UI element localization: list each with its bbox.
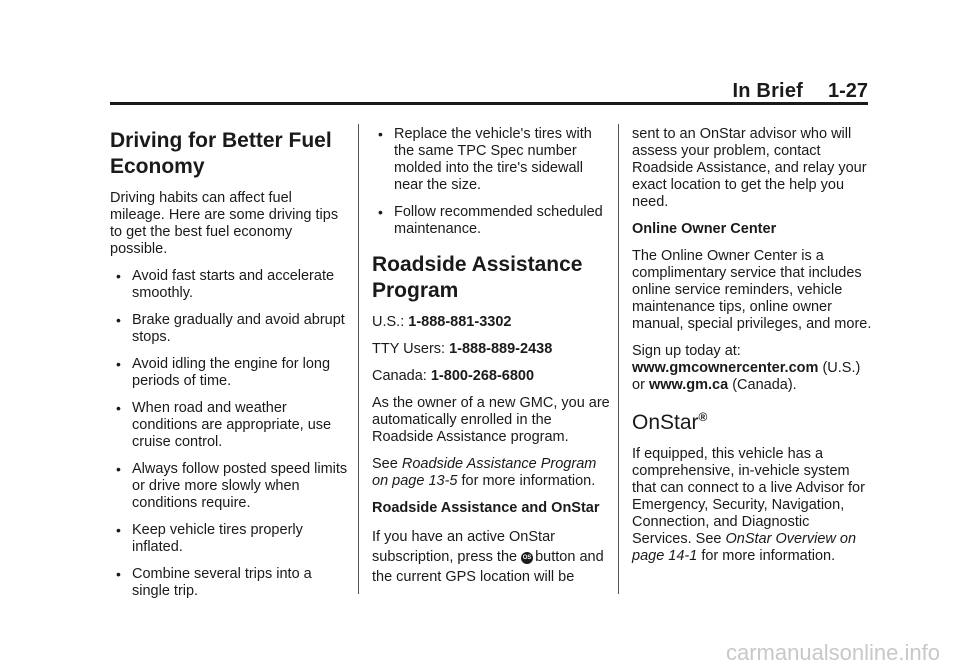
list-item: • Avoid idling the engine for long periods of time. bbox=[116, 356, 331, 389]
bullet-icon: • bbox=[116, 566, 121, 582]
roadside-reference-link[interactable]: Roadside Assistance Program on page 13-5 bbox=[372, 456, 597, 489]
list-item: • Combine several trips into a single trip. bbox=[116, 566, 312, 599]
list-item: • Always follow posted speed limits or drive more slowly when conditions require. bbox=[116, 461, 348, 511]
us-phone-line: U.S.: 1-888-881-3302 bbox=[372, 314, 512, 330]
gm-ca-link[interactable]: www.gm.ca bbox=[648, 377, 729, 393]
tty-phone-line: TTY Users: 1-888-889-2438 bbox=[372, 341, 553, 357]
signup-paragraph: Sign up today at: www.gmcownercenter.com (U.S.) or www.gm.ca (Canada). bbox=[632, 343, 861, 393]
column-2 bbox=[372, 126, 610, 597]
tips-continued-list bbox=[372, 126, 610, 238]
onstar-heading: OnStar® bbox=[632, 410, 708, 434]
onstar-advisor-paragraph: sent to an OnStar advisor who will assess your problem, contact Roadside Assistance, and relay your exact location to get the help you need. bbox=[632, 126, 867, 210]
bullet-icon: • bbox=[116, 356, 121, 372]
column-divider-2 bbox=[618, 124, 619, 594]
owner-center-subheading: Online Owner Center bbox=[632, 221, 777, 237]
bullet-icon: • bbox=[116, 522, 121, 538]
canada-phone-number: 1-800-268-6800 bbox=[430, 368, 535, 384]
list-item: • Keep vehicle tires properly inflated. bbox=[116, 522, 303, 555]
gmc-owner-center-link[interactable]: www.gmcownercenter.com bbox=[632, 360, 819, 376]
bullet-icon: • bbox=[116, 461, 121, 477]
onstar-paragraph: If equipped, this vehicle has a comprehensive, in-vehicle system that can connect to a live Advisor for Emergency, Security, Navigation, Connection, and Diagnostic Services. See OnStar Overview on page 14-1 for more information. bbox=[632, 446, 865, 564]
bullet-icon: • bbox=[378, 126, 383, 142]
us-phone-number: 1-888-881-3302 bbox=[408, 314, 512, 330]
onstar-button-icon: OS bbox=[521, 552, 533, 564]
tty-phone-number: 1-888-889-2438 bbox=[449, 341, 553, 357]
onstar-reference-link[interactable]: OnStar Overview on page 14-1 bbox=[632, 531, 857, 564]
fuel-tips-list bbox=[110, 268, 350, 600]
section-title: In Brief bbox=[732, 80, 803, 102]
header-rule bbox=[110, 102, 868, 105]
watermark: carmanualsonline.info bbox=[725, 640, 940, 665]
fuel-economy-intro: Driving habits can affect fuel mileage. Here are some driving tips to get the best fuel economy possible. bbox=[110, 190, 339, 257]
owner-center-paragraph: The Online Owner Center is a complimentary service that includes online service reminders, vehicle maintenance tips, online owner manual, special privileges, and more. bbox=[632, 248, 872, 332]
bullet-icon: • bbox=[378, 204, 383, 220]
enroll-paragraph: As the owner of a new GMC, you are automatically enrolled in the Roadside Assistance program. bbox=[372, 395, 610, 445]
bullet-icon: • bbox=[116, 400, 121, 416]
roadside-heading: Roadside Assistance Program bbox=[372, 253, 583, 302]
see-reference-paragraph: See Roadside Assistance Program on page 13-5 for more information. bbox=[372, 456, 597, 489]
fuel-economy-heading: Driving for Better Fuel Economy bbox=[110, 129, 332, 178]
page-number: 1-27 bbox=[827, 80, 868, 102]
column-1 bbox=[110, 128, 350, 610]
registered-mark: ® bbox=[698, 410, 708, 424]
list-item: • Follow recommended scheduled maintenance. bbox=[378, 204, 603, 237]
bullet-icon: • bbox=[116, 268, 121, 284]
canada-phone-line: Canada: 1-800-268-6800 bbox=[372, 368, 535, 384]
roadside-onstar-subheading: Roadside Assistance and OnStar bbox=[372, 500, 600, 516]
list-item: • Avoid fast starts and accelerate smoothly. bbox=[116, 268, 335, 301]
column-divider-1 bbox=[358, 124, 359, 594]
list-item: • Replace the vehicle's tires with the same TPC Spec number molded into the tire's sidewall near the size. bbox=[378, 126, 592, 193]
list-item: • When road and weather conditions are appropriate, use cruise control. bbox=[116, 400, 332, 450]
list-item: • Brake gradually and avoid abrupt stops. bbox=[116, 312, 345, 345]
column-3 bbox=[632, 126, 872, 575]
roadside-onstar-paragraph: If you have an active OnStar subscription, press the OS button and the current GPS location will be bbox=[372, 529, 604, 585]
bullet-icon: • bbox=[116, 312, 121, 328]
